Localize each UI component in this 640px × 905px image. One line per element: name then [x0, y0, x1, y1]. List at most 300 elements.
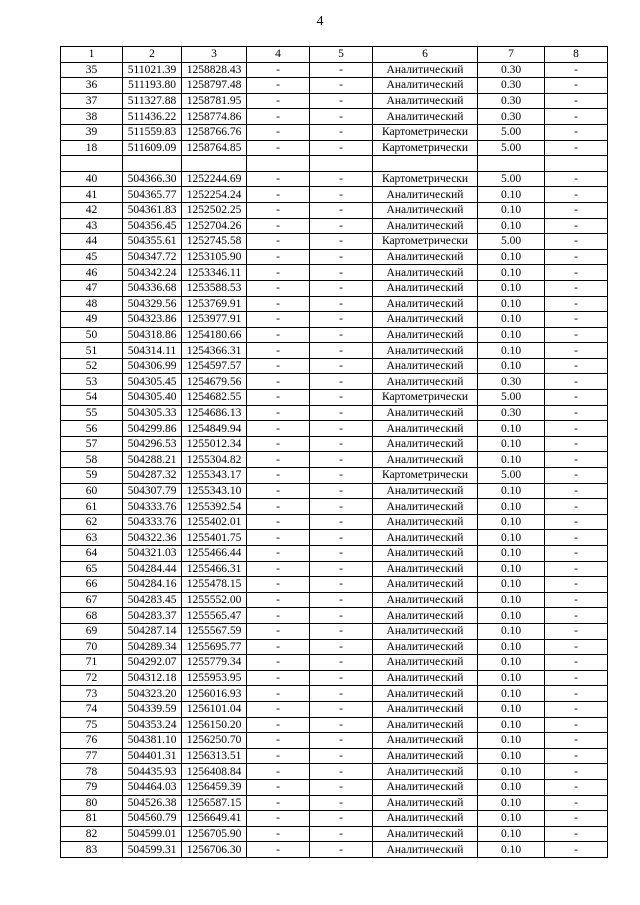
- column-header: 4: [247, 47, 310, 63]
- table-cell: -: [545, 499, 608, 515]
- table-cell: 1254180.66: [182, 327, 247, 343]
- table-cell: 1256408.84: [182, 764, 247, 780]
- table-cell: 83: [61, 842, 123, 858]
- table-cell: Аналитический: [373, 249, 478, 265]
- table-row: [61, 78, 608, 94]
- table-cell: 504526.38: [123, 795, 182, 811]
- table-cell: 0.30: [478, 405, 545, 421]
- table-cell: 0.10: [478, 764, 545, 780]
- table-cell: 81: [61, 811, 123, 827]
- table-cell: -: [545, 78, 608, 94]
- table-cell: Аналитический: [373, 655, 478, 671]
- table-cell: -: [310, 670, 373, 686]
- table-cell: 1255552.00: [182, 592, 247, 608]
- table-cell: -: [310, 764, 373, 780]
- table-cell: 504289.34: [123, 639, 182, 655]
- table-cell: 1258774.86: [182, 109, 247, 125]
- table-row: [61, 187, 608, 203]
- table-cell: Картометрически: [373, 171, 478, 187]
- table-cell: 76: [61, 733, 123, 749]
- table-cell: 0.10: [478, 779, 545, 795]
- table-cell: 0.10: [478, 686, 545, 702]
- table-cell: 68: [61, 608, 123, 624]
- table-cell: -: [247, 686, 310, 702]
- table-cell: 1255466.44: [182, 546, 247, 562]
- table-cell: -: [545, 202, 608, 218]
- table-cell: -: [310, 826, 373, 842]
- table-row: [61, 546, 608, 562]
- table-cell: 82: [61, 826, 123, 842]
- table-cell: Аналитический: [373, 670, 478, 686]
- table-cell: 504305.33: [123, 405, 182, 421]
- table-cell: -: [310, 78, 373, 94]
- table-cell: -: [545, 234, 608, 250]
- table-row: [61, 592, 608, 608]
- table-cell: 1255779.34: [182, 655, 247, 671]
- table-cell: 1254366.31: [182, 343, 247, 359]
- table-cell: 504381.10: [123, 733, 182, 749]
- table-cell: 0.10: [478, 421, 545, 437]
- table-cell: -: [310, 452, 373, 468]
- table-cell: 36: [61, 78, 123, 94]
- table-cell: -: [310, 234, 373, 250]
- table-cell: 504299.86: [123, 421, 182, 437]
- table-cell: 1256649.41: [182, 811, 247, 827]
- table-cell: Аналитический: [373, 561, 478, 577]
- table-cell: Аналитический: [373, 811, 478, 827]
- table-cell: 1254679.56: [182, 374, 247, 390]
- table-cell: -: [310, 62, 373, 78]
- table-cell: 0.10: [478, 218, 545, 234]
- table-cell: 46: [61, 265, 123, 281]
- table-cell: -: [545, 93, 608, 109]
- table-cell: 0.10: [478, 187, 545, 203]
- table-cell: 71: [61, 655, 123, 671]
- table-row: [61, 701, 608, 717]
- table-cell: -: [247, 249, 310, 265]
- table-cell: -: [310, 733, 373, 749]
- table-cell: -: [545, 374, 608, 390]
- table-cell: 0.10: [478, 639, 545, 655]
- table-cell: -: [545, 655, 608, 671]
- table-row: [61, 218, 608, 234]
- table-cell: -: [310, 93, 373, 109]
- table-cell: Аналитический: [373, 312, 478, 328]
- table-cell: 79: [61, 779, 123, 795]
- table-cell: 1254597.57: [182, 358, 247, 374]
- table-cell: Аналитический: [373, 499, 478, 515]
- table-cell: Аналитический: [373, 514, 478, 530]
- table-cell: -: [310, 717, 373, 733]
- table-cell: [373, 156, 478, 172]
- table-cell: 511193.80: [123, 78, 182, 94]
- table-cell: -: [247, 327, 310, 343]
- table-cell: 504283.45: [123, 592, 182, 608]
- table-cell: Аналитический: [373, 748, 478, 764]
- table-cell: 60: [61, 483, 123, 499]
- table-cell: 504305.40: [123, 390, 182, 406]
- table-cell: 504339.59: [123, 701, 182, 717]
- table-row: [61, 234, 608, 250]
- table-cell: -: [247, 93, 310, 109]
- table-cell: 72: [61, 670, 123, 686]
- table-cell: 1253105.90: [182, 249, 247, 265]
- table-cell: -: [247, 639, 310, 655]
- table-cell: -: [545, 62, 608, 78]
- table-cell: -: [545, 530, 608, 546]
- table-cell: -: [545, 686, 608, 702]
- table-body: [61, 62, 608, 857]
- table-cell: 35: [61, 62, 123, 78]
- table-cell: -: [545, 561, 608, 577]
- table-row: [61, 156, 608, 172]
- table-cell: 504288.21: [123, 452, 182, 468]
- table-cell: 504347.72: [123, 249, 182, 265]
- table-cell: -: [310, 514, 373, 530]
- table-cell: -: [545, 436, 608, 452]
- table-cell: -: [247, 218, 310, 234]
- table-cell: 504333.76: [123, 514, 182, 530]
- table-cell: 5.00: [478, 124, 545, 140]
- table-cell: 67: [61, 592, 123, 608]
- table-cell: -: [247, 717, 310, 733]
- table-row: [61, 655, 608, 671]
- table-cell: -: [545, 452, 608, 468]
- table-cell: -: [310, 701, 373, 717]
- table-cell: 504314.11: [123, 343, 182, 359]
- table-cell: -: [247, 623, 310, 639]
- table-row: [61, 343, 608, 359]
- table-cell: 1255343.10: [182, 483, 247, 499]
- table-cell: 0.10: [478, 546, 545, 562]
- table-cell: -: [310, 608, 373, 624]
- table-cell: -: [247, 374, 310, 390]
- table-cell: -: [545, 249, 608, 265]
- table-cell: 0.30: [478, 93, 545, 109]
- table-cell: 504336.68: [123, 280, 182, 296]
- table-row: [61, 608, 608, 624]
- table-cell: 0.10: [478, 358, 545, 374]
- table-cell: -: [545, 623, 608, 639]
- table-cell: 1258764.85: [182, 140, 247, 156]
- table-cell: 504284.44: [123, 561, 182, 577]
- table-cell: -: [310, 171, 373, 187]
- table-row: [61, 171, 608, 187]
- table-row: [61, 249, 608, 265]
- table-cell: 5.00: [478, 171, 545, 187]
- table-cell: -: [247, 62, 310, 78]
- table-cell: 1255343.17: [182, 468, 247, 484]
- table-cell: 1258781.95: [182, 93, 247, 109]
- table-cell: -: [247, 78, 310, 94]
- table-cell: 63: [61, 530, 123, 546]
- table-cell: 0.10: [478, 717, 545, 733]
- table-cell: 50: [61, 327, 123, 343]
- table-cell: -: [310, 639, 373, 655]
- table-cell: -: [545, 670, 608, 686]
- table-cell: Аналитический: [373, 826, 478, 842]
- table-cell: 504365.77: [123, 187, 182, 203]
- table-cell: 504318.86: [123, 327, 182, 343]
- table-cell: -: [545, 779, 608, 795]
- table-cell: 69: [61, 623, 123, 639]
- table-cell: -: [310, 280, 373, 296]
- table-cell: 504356.45: [123, 218, 182, 234]
- table-cell: 504599.31: [123, 842, 182, 858]
- table-cell: -: [310, 577, 373, 593]
- table-cell: Аналитический: [373, 93, 478, 109]
- table-cell: Аналитический: [373, 62, 478, 78]
- table-row: [61, 795, 608, 811]
- table-cell: 504307.79: [123, 483, 182, 499]
- table-row: [61, 421, 608, 437]
- table-row: [61, 93, 608, 109]
- table-cell: 1258797.48: [182, 78, 247, 94]
- table-cell: 0.10: [478, 811, 545, 827]
- table-row: [61, 280, 608, 296]
- table-cell: -: [310, 265, 373, 281]
- table-cell: -: [310, 842, 373, 858]
- table-cell: -: [310, 140, 373, 156]
- table-cell: -: [247, 483, 310, 499]
- table-cell: 45: [61, 249, 123, 265]
- table-cell: 511609.09: [123, 140, 182, 156]
- table-cell: 0.30: [478, 78, 545, 94]
- table-cell: -: [310, 811, 373, 827]
- table-cell: 73: [61, 686, 123, 702]
- table-cell: 74: [61, 701, 123, 717]
- table-row: [61, 779, 608, 795]
- table-cell: 59: [61, 468, 123, 484]
- table-cell: Аналитический: [373, 78, 478, 94]
- table-cell: 39: [61, 124, 123, 140]
- table-cell: Картометрически: [373, 234, 478, 250]
- table-cell: -: [310, 390, 373, 406]
- table-cell: -: [545, 358, 608, 374]
- table-cell: -: [545, 701, 608, 717]
- table-cell: -: [247, 779, 310, 795]
- table-row: [61, 296, 608, 312]
- table-cell: -: [247, 514, 310, 530]
- table-cell: -: [310, 686, 373, 702]
- table-cell: -: [545, 608, 608, 624]
- table-cell: Аналитический: [373, 842, 478, 858]
- table-cell: -: [545, 639, 608, 655]
- table-cell: 504401.31: [123, 748, 182, 764]
- table-cell: Аналитический: [373, 592, 478, 608]
- table-cell: Аналитический: [373, 701, 478, 717]
- table-cell: 504333.76: [123, 499, 182, 515]
- table-cell: -: [545, 811, 608, 827]
- table-cell: Аналитический: [373, 436, 478, 452]
- table-cell: Аналитический: [373, 639, 478, 655]
- table-cell: -: [247, 312, 310, 328]
- table-cell: 0.10: [478, 577, 545, 593]
- table-cell: 1256016.93: [182, 686, 247, 702]
- table-cell: 52: [61, 358, 123, 374]
- table-row: [61, 686, 608, 702]
- table-cell: 0.10: [478, 748, 545, 764]
- table-cell: 0.10: [478, 623, 545, 639]
- table-cell: Аналитический: [373, 608, 478, 624]
- table-cell: 1256150.20: [182, 717, 247, 733]
- table-cell: 1255953.95: [182, 670, 247, 686]
- table-cell: 504353.24: [123, 717, 182, 733]
- table-cell: -: [310, 296, 373, 312]
- table-cell: Аналитический: [373, 218, 478, 234]
- table-row: [61, 733, 608, 749]
- table-cell: 504329.56: [123, 296, 182, 312]
- table-cell: Картометрически: [373, 390, 478, 406]
- table-row: [61, 483, 608, 499]
- table-cell: -: [247, 764, 310, 780]
- table-cell: 0.10: [478, 312, 545, 328]
- table-cell: 57: [61, 436, 123, 452]
- table-row: [61, 764, 608, 780]
- table-cell: -: [247, 577, 310, 593]
- table-cell: 78: [61, 764, 123, 780]
- table-cell: 504287.32: [123, 468, 182, 484]
- table-cell: -: [310, 483, 373, 499]
- table-cell: 1256101.04: [182, 701, 247, 717]
- table-cell: Аналитический: [373, 717, 478, 733]
- table-cell: 55: [61, 405, 123, 421]
- table-cell: 53: [61, 374, 123, 390]
- table-cell: -: [545, 795, 608, 811]
- table-cell: -: [310, 421, 373, 437]
- table-cell: -: [310, 249, 373, 265]
- table-row: [61, 124, 608, 140]
- table-cell: -: [310, 405, 373, 421]
- table-cell: 62: [61, 514, 123, 530]
- table-row: [61, 62, 608, 78]
- table-cell: 504366.30: [123, 171, 182, 187]
- table-cell: -: [545, 140, 608, 156]
- table-cell: Картометрически: [373, 140, 478, 156]
- table-cell: 1256706.30: [182, 842, 247, 858]
- table-cell: Аналитический: [373, 109, 478, 125]
- table-cell: Аналитический: [373, 296, 478, 312]
- table-cell: 504284.16: [123, 577, 182, 593]
- table-cell: 504296.53: [123, 436, 182, 452]
- table-cell: [247, 156, 310, 172]
- table-cell: -: [310, 124, 373, 140]
- table-cell: 504435.93: [123, 764, 182, 780]
- table-cell: 0.10: [478, 343, 545, 359]
- table-cell: 42: [61, 202, 123, 218]
- table-cell: -: [247, 561, 310, 577]
- table-cell: Аналитический: [373, 187, 478, 203]
- table-cell: Аналитический: [373, 577, 478, 593]
- table-cell: -: [247, 390, 310, 406]
- table-cell: -: [247, 202, 310, 218]
- table-cell: -: [545, 733, 608, 749]
- table-cell: -: [545, 468, 608, 484]
- table-row: [61, 623, 608, 639]
- table-cell: 504342.24: [123, 265, 182, 281]
- table-cell: 1252254.24: [182, 187, 247, 203]
- table-cell: 51: [61, 343, 123, 359]
- table-cell: -: [247, 811, 310, 827]
- page-number: 4: [316, 14, 324, 29]
- table-cell: 0.10: [478, 202, 545, 218]
- table-cell: 511327.88: [123, 93, 182, 109]
- table-cell: 1256250.70: [182, 733, 247, 749]
- table-cell: 0.10: [478, 327, 545, 343]
- table-cell: -: [545, 764, 608, 780]
- table-cell: 1255466.31: [182, 561, 247, 577]
- table-cell: 56: [61, 421, 123, 437]
- table-row: [61, 265, 608, 281]
- table-row: [61, 826, 608, 842]
- table-cell: -: [247, 530, 310, 546]
- table-row: [61, 140, 608, 156]
- table-cell: -: [310, 218, 373, 234]
- table-cell: 41: [61, 187, 123, 203]
- table-cell: 1255304.82: [182, 452, 247, 468]
- table-cell: Аналитический: [373, 374, 478, 390]
- table-cell: -: [310, 327, 373, 343]
- table-cell: 1255401.75: [182, 530, 247, 546]
- coordinates-table: [60, 46, 608, 858]
- table-cell: -: [545, 842, 608, 858]
- table-cell: 38: [61, 109, 123, 125]
- table-cell: 1255012.34: [182, 436, 247, 452]
- table-row: [61, 436, 608, 452]
- table-cell: 0.10: [478, 561, 545, 577]
- column-header: 6: [373, 47, 478, 63]
- table-cell: -: [247, 109, 310, 125]
- table-cell: 1252745.58: [182, 234, 247, 250]
- table-cell: 0.30: [478, 374, 545, 390]
- table-cell: Аналитический: [373, 733, 478, 749]
- table-cell: 5.00: [478, 390, 545, 406]
- table-cell: Аналитический: [373, 623, 478, 639]
- table-row: [61, 374, 608, 390]
- column-header: 8: [545, 47, 608, 63]
- table-cell: Аналитический: [373, 483, 478, 499]
- table-cell: 504321.03: [123, 546, 182, 562]
- table-cell: -: [247, 546, 310, 562]
- table-cell: -: [247, 234, 310, 250]
- table-cell: -: [310, 202, 373, 218]
- table-cell: 1258828.43: [182, 62, 247, 78]
- table-cell: 504599.01: [123, 826, 182, 842]
- table-row: [61, 468, 608, 484]
- table-cell: -: [310, 374, 373, 390]
- table-row: [61, 390, 608, 406]
- table-row: [61, 514, 608, 530]
- table-cell: 504361.83: [123, 202, 182, 218]
- table-cell: 1252704.26: [182, 218, 247, 234]
- table-cell: 47: [61, 280, 123, 296]
- table-cell: Аналитический: [373, 421, 478, 437]
- table-cell: -: [247, 452, 310, 468]
- table-cell: 0.10: [478, 530, 545, 546]
- table-cell: 504306.99: [123, 358, 182, 374]
- table-cell: -: [247, 280, 310, 296]
- table-cell: 0.10: [478, 592, 545, 608]
- table-cell: -: [310, 546, 373, 562]
- table-row: [61, 452, 608, 468]
- table-row: [61, 530, 608, 546]
- table-cell: 1256705.90: [182, 826, 247, 842]
- table-cell: -: [545, 421, 608, 437]
- table-cell: Аналитический: [373, 546, 478, 562]
- table-cell: 0.30: [478, 62, 545, 78]
- table-cell: -: [247, 265, 310, 281]
- table-cell: 0.10: [478, 265, 545, 281]
